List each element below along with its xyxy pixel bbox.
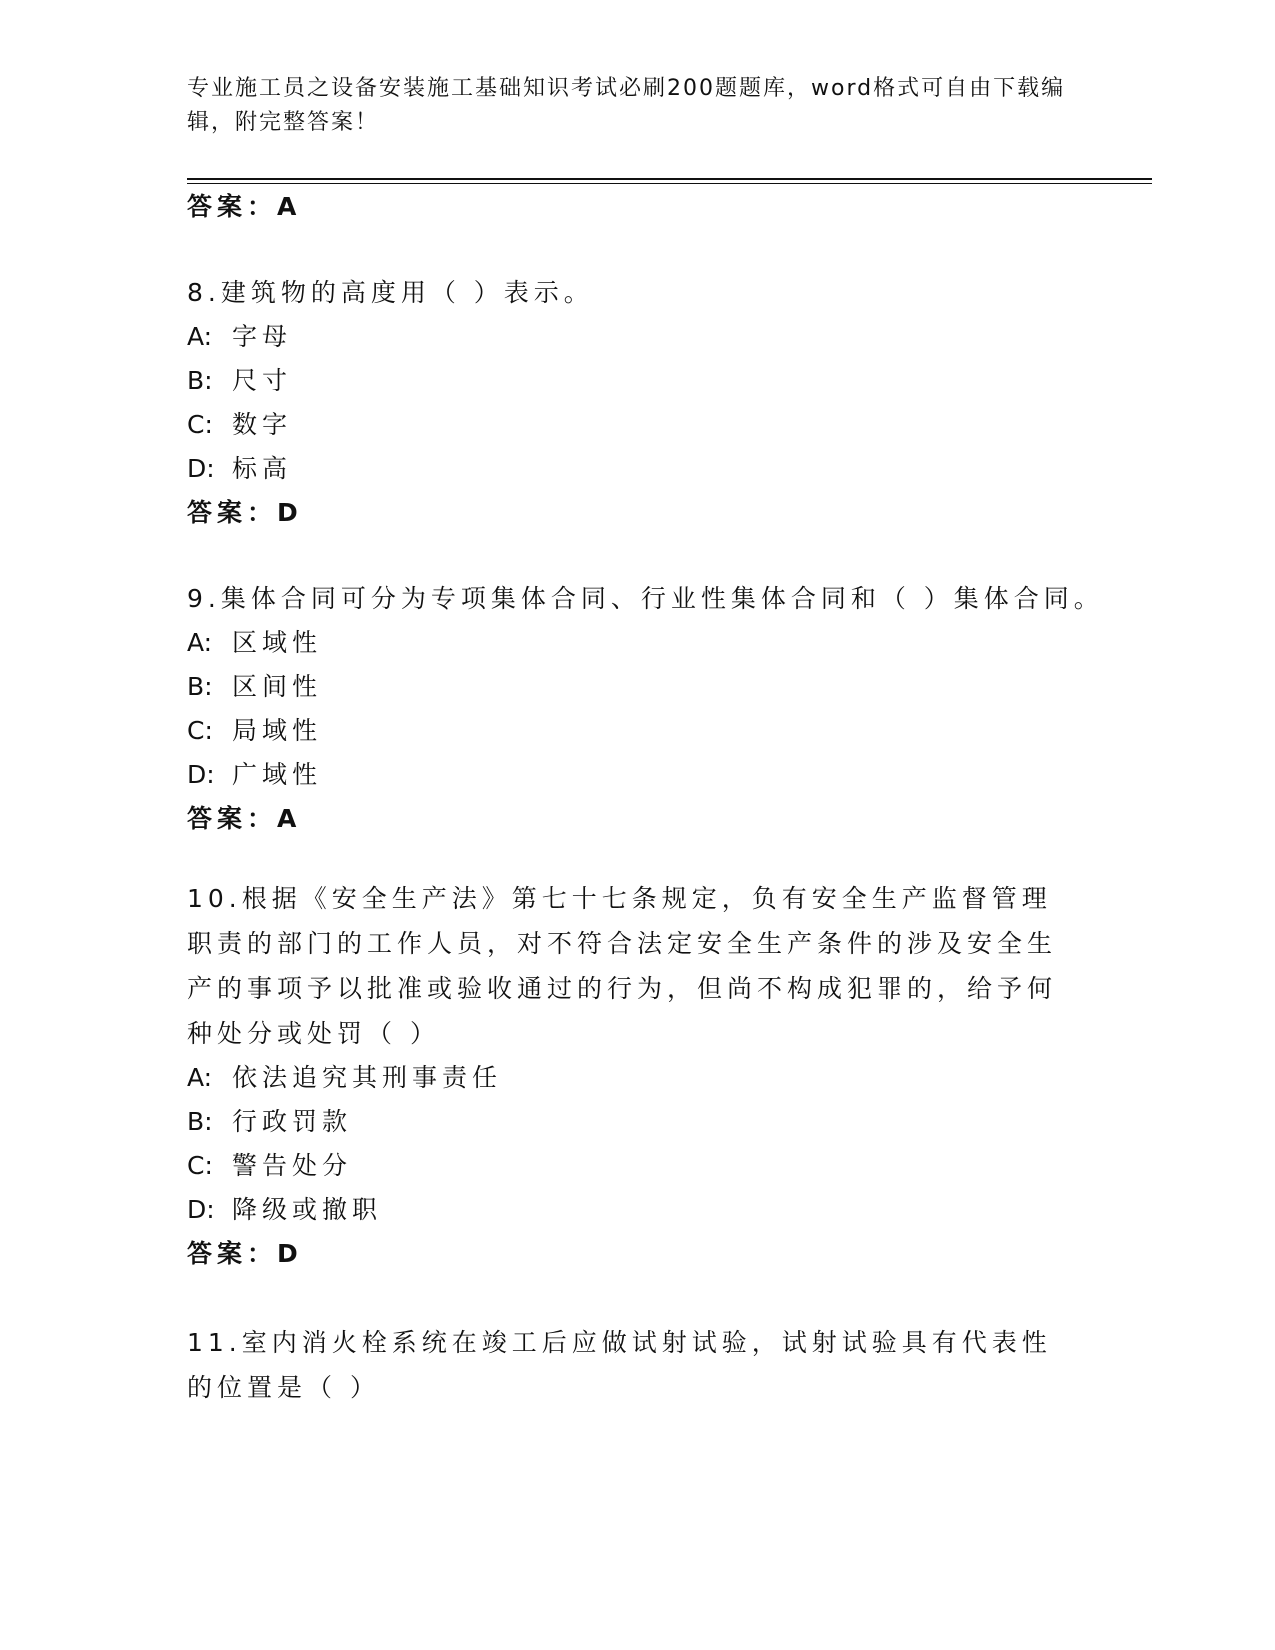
option-label: A: [187,322,213,351]
option-text: 行政罚款 [232,1107,353,1136]
option-label: B: [187,672,213,701]
option-text: 标高 [232,454,293,483]
option-label: A: [187,628,213,657]
option-c [187,711,322,747]
option-d [187,1190,382,1226]
option-label: D: [187,760,215,789]
option-label: B: [187,366,213,395]
option-b [187,1102,352,1138]
question-stem: 10.根据《安全生产法》第七十七条规定，负有安全生产监督管理职责的部门的工作人员，对不符合法定安全生产条件的涉及安全生产的事项予以批准或验收通过的行为，但尚不构成犯罪的，给予何种处分或处罚（ ） [187,884,1058,1048]
option-text: 区间性 [232,672,323,701]
option-label: C: [187,716,213,745]
question-stem: 9.集体合同可分为专项集体合同、行业性集体合同和（ ）集体合同。 [187,584,1104,613]
option-label: C: [187,410,213,439]
option-a [187,623,322,659]
option-d [187,449,292,485]
option-text: 数字 [232,410,293,439]
option-label: D: [187,454,215,483]
header-rule-thick [187,178,1152,180]
option-label: C: [187,1151,213,1180]
question-stem: 8.建筑物的高度用（ ）表示。 [187,278,594,307]
answer-line: 答案：D [187,1239,303,1268]
option-d [187,755,322,791]
option-label: D: [187,1195,215,1224]
option-text: 区域性 [232,628,323,657]
answer-line: 答案：A [187,804,302,833]
header-rule-thin [187,183,1152,184]
option-a [187,1058,502,1094]
option-b [187,361,292,397]
option-c [187,1146,352,1182]
option-text: 降级或撤职 [232,1195,383,1224]
option-b [187,667,322,703]
option-text: 尺寸 [232,366,293,395]
answer-line: 答案：A [187,192,302,221]
answer-line: 答案：D [187,498,303,527]
option-label: B: [187,1107,213,1136]
option-text: 局域性 [232,716,323,745]
option-label: A: [187,1063,213,1092]
option-text: 依法追究其刑事责任 [232,1063,503,1092]
option-c [187,405,292,441]
question-stem: 11.室内消火栓系统在竣工后应做试射试验，试射试验具有代表性的位置是（ ） [187,1328,1052,1402]
option-text: 字母 [232,322,293,351]
option-a [187,317,292,353]
option-text: 广域性 [232,760,323,789]
document-header: 专业施工员之设备安装施工基础知识考试必刷200题题库，word格式可自由下载编辑，附完整答案！ [187,76,1066,135]
option-text: 警告处分 [232,1151,353,1180]
